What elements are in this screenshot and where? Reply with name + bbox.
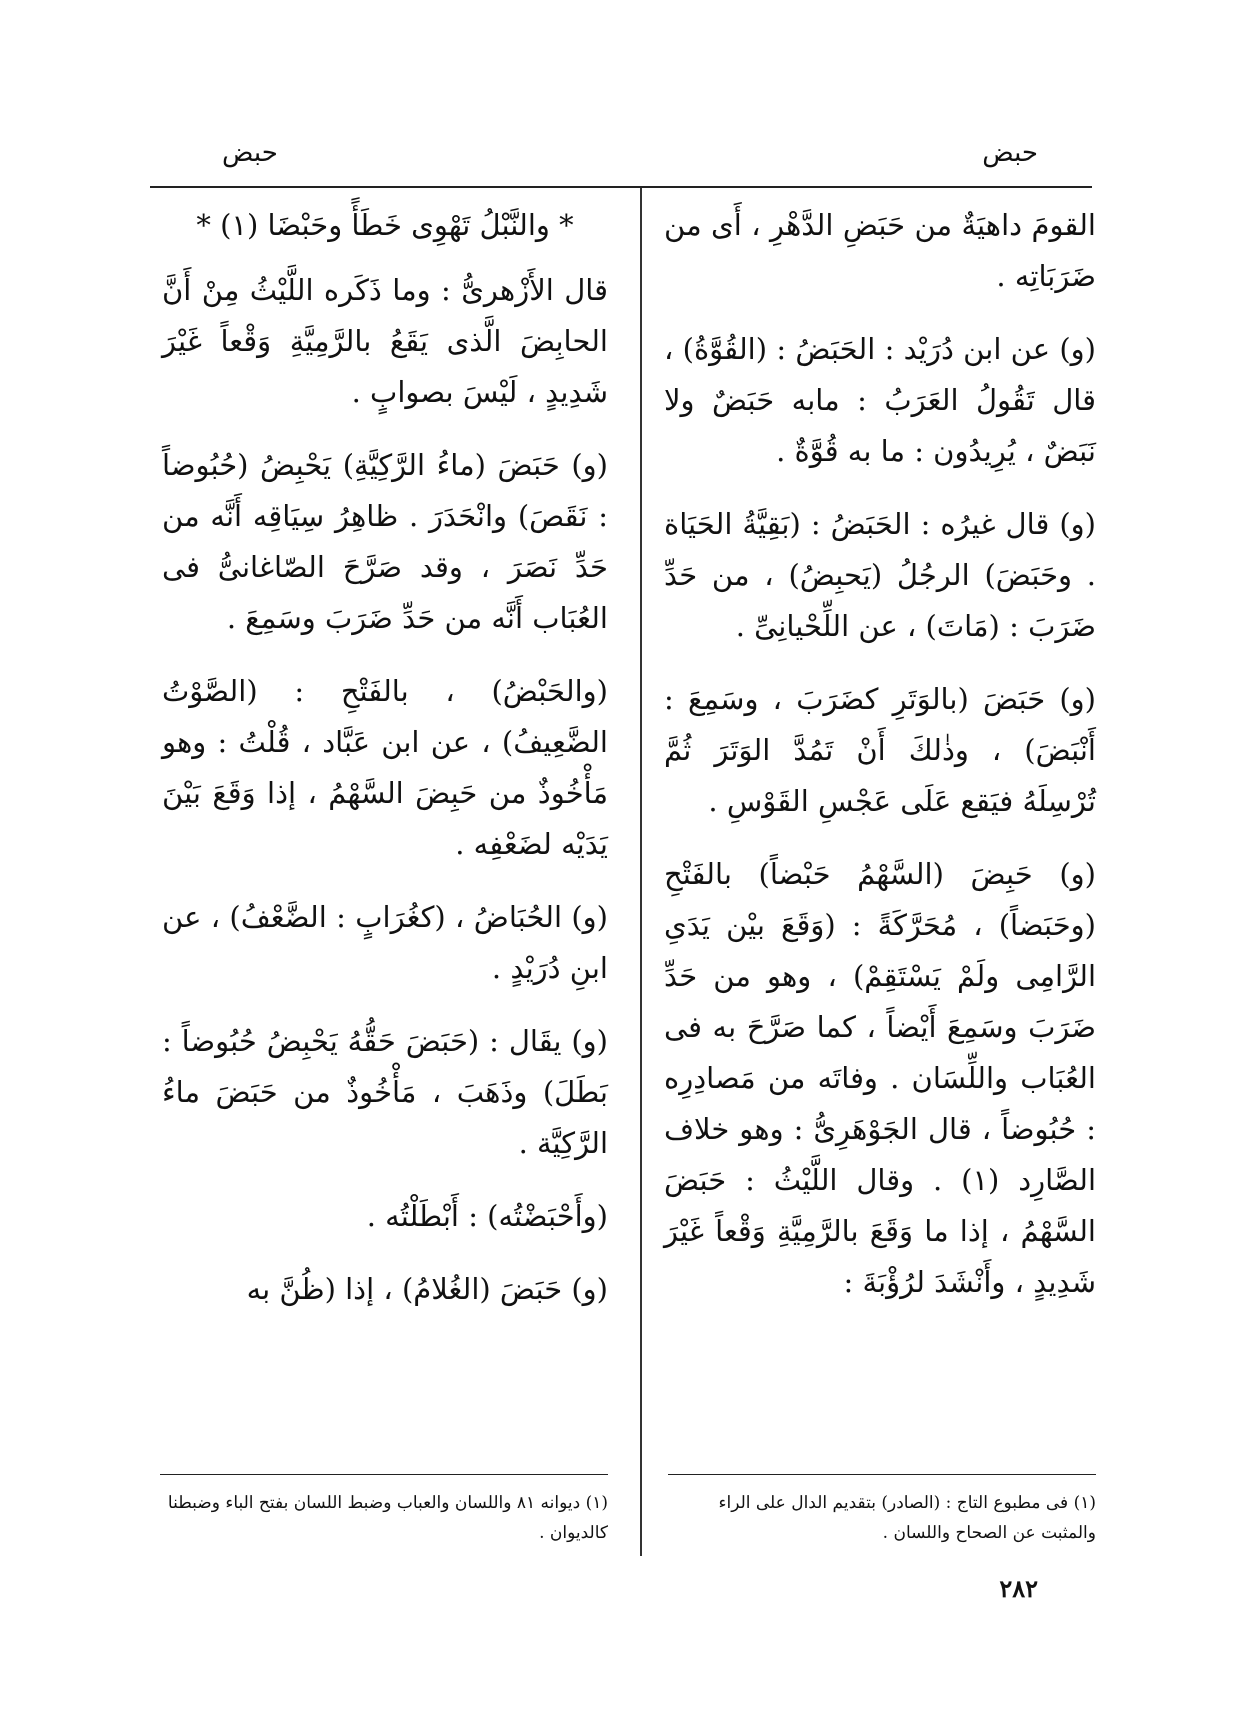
left-paragraph-2: (و) حَبَضَ (ماءُ الرَّكِيَّةِ) يَحْبِضُ (حُبُوضاً : نَقَصَ) وانْحَدَرَ . ظاهِرُ سِيَاقِه أَنَّه من حَدِّ نَصَرَ ، وقد صَرَّحَ الصّاغانىُّ فى العُبَاب أَنَّه من حَدِّ ضَرَبَ وسَمِعَ . xyxy=(162,448,608,635)
footnote-right: (١) فى مطبوع التاج : (الصادر) بتقديم الدال على الراء والمثبت عن الصحاح واللسان . xyxy=(718,1493,1096,1543)
page-number: ٢٨٢ xyxy=(999,1574,1038,1603)
right-paragraph-4: (و) حَبَضَ (بالوَتَرِ كضَرَبَ ، وسَمِعَ : أَنْبَضَ) ، وذٰلكَ أَنْ تَمُدَّ الوَتَرَ ثُمَّ تُرْسِلَهُ فيَقع عَلَى عَجْسِ القَوْسِ . xyxy=(664,682,1096,818)
right-column xyxy=(664,200,1096,1330)
left-paragraph-4: (و) الحُبَاضُ ، (كغُرَابٍ : الضَّعْفُ) ، عن ابنِ دُرَيْدٍ . xyxy=(162,900,608,985)
left-paragraph-1: قال الأَزْهرىُّ : وما ذَكَره اللَّيْثُ مِنْ أَنَّ الحابِضَ الَّذى يَقَعُ بالرَّمِيَّةِ وَقْعاً غَيْرَ شَدِيدٍ ، لَيْسَ بصوابٍ . xyxy=(162,273,608,409)
running-head-left: حبض xyxy=(222,138,278,168)
running-head-right: حبض xyxy=(982,138,1038,168)
left-paragraph-7: (و) حَبَضَ (الغُلامُ) ، إذا (ظُنَّ به xyxy=(246,1272,608,1306)
left-paragraph-6: (وأَحْبَضْتُه) : أَبْطَلْتُه . xyxy=(366,1199,608,1233)
right-paragraph-3: (و) قال غيرُه : الحَبَضُ : (بَقِيَّةُ الحَيَاة . وحَبَضَ) الرجُلُ (يَحبِضُ) ، من حَدِّ ضَرَبَ : (مَاتَ) ، عن اللِّحْيانِىِّ . xyxy=(664,507,1096,643)
right-paragraph-1: القومَ داهيَةٌ من حَبَضِ الدَّهْرِ ، أَى من ضَرَبَاتِه . xyxy=(664,208,1096,293)
right-paragraph-5: (و) حَبِضَ (السَّهْمُ حَبْضاً) بالفَتْحِ (وحَبَضاً) ، مُحَرَّكَةً : (وَقَعَ بيْن يَدَىِ الرَّامِى ولَمْ يَسْتَقِمْ) ، وهو من حَدِّ ضَرَبَ وسَمِعَ أَيْضاً ، كما صَرَّحَ به فى العُبَاب واللِّسَان . وفاتَه من مَصادِرِه : حُبُوضاً ، قال الجَوْهَرِىُّ : وهو خلاف الصَّارِد (١) . وقال اللَّيْثُ : حَبَضَ السَّهْمُ ، إذا ما وَقَعَ بالرَّمِيَّةِ وَقْعاً غَيْرَ شَدِيدٍ ، وأَنْشَدَ لرُؤْبَةَ : xyxy=(664,857,1097,1299)
left-column xyxy=(162,200,608,1337)
left-paragraph-3: (والحَبْضُ) ، بالفَتْحِ : (الصَّوْتُ الضَّعِيفُ) ، عن ابن عَبَّاد ، قُلْتُ : وهو مَأْخُوذٌ من حَبِضَ السَّهْمُ ، إذا وَقَعَ بَيْنَ يَدَيْه لضَعْفِه . xyxy=(162,674,608,861)
footnote-left: (١) ديوانه ٨١ واللسان والعباب وضبط اللسان بفتح الباء وضبطنا كالديوان . xyxy=(167,1493,608,1543)
column-divider xyxy=(640,188,642,1556)
footnote-rule-left xyxy=(160,1474,608,1475)
right-paragraph-2: (و) عن ابن دُرَيْد : الحَبَضُ : (القُوَّةُ) ، قال تَقُولُ العَرَبُ : مابه حَبَضٌ ولا نَبَضٌ ، يُرِيدُون : ما به قُوَّةٌ . xyxy=(664,332,1096,468)
left-paragraph-5: (و) يقَال : (حَبَضَ حَقُّهُ يَحْبِضُ حُبُوضاً : بَطَلَ) وذَهَبَ ، مَأْخُوذٌ من حَبَضَ ماءُ الرَّكِيَّة . xyxy=(162,1024,608,1160)
verse-line: * والنَّبْلُ تَهْوِى خَطَأً وحَبْضَا (١) * xyxy=(196,208,574,242)
footnote-rule-right xyxy=(668,1474,1096,1475)
header-rule xyxy=(150,186,1092,188)
